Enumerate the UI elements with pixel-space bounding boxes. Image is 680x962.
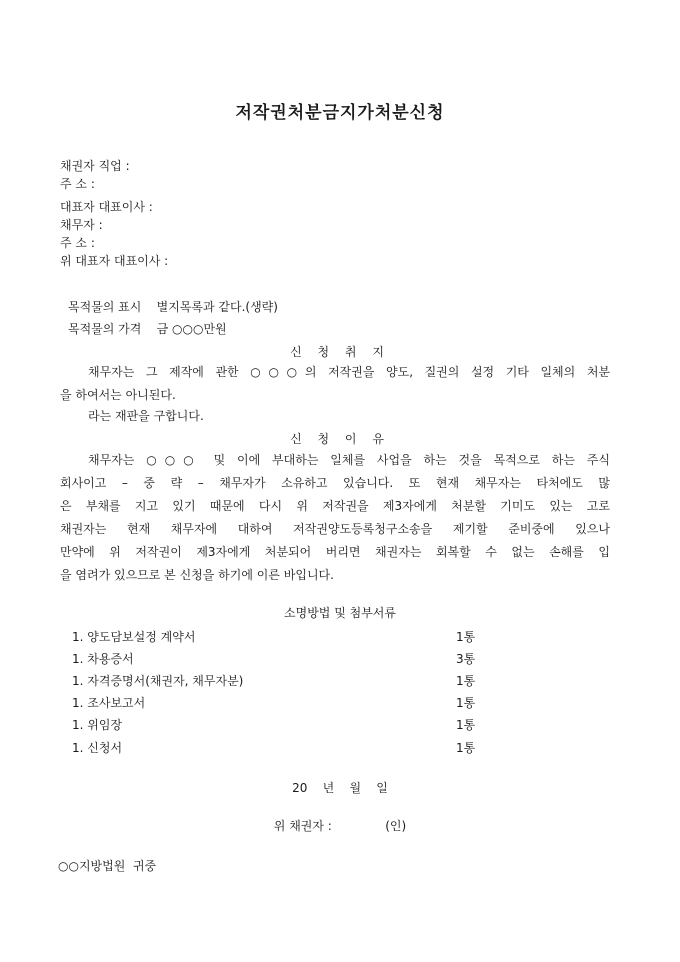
attachment-name: 1. 조사보고서: [72, 696, 146, 710]
reason-line: 은 부채를 지고 있기 때문에 다시 위 저작권을 제3자에게 처분할 기미도 있는 고로: [60, 499, 610, 513]
debtor: 채무자 :: [60, 218, 103, 232]
attachment-qty: 1통: [456, 696, 476, 710]
purpose-closing: 라는 재판을 구합니다.: [88, 409, 204, 423]
creditor-representative: 대표자 대표이사 :: [60, 200, 153, 214]
attachment-name: 1. 차용증서: [72, 652, 134, 666]
attachment-name: 1. 양도담보설정 계약서: [72, 630, 196, 644]
debtor-address: 주 소 :: [60, 236, 95, 250]
signature-line: 위 채권자 : (인): [273, 819, 407, 833]
attachment-name: 1. 자격증명서(채권자, 채무자분): [72, 674, 244, 688]
creditor-address: 주 소 :: [60, 177, 95, 191]
reason-line: 채무자는 ○○○ 및 이에 부대하는 일체를 사업을 하는 것을 목적으로 하는 주식: [88, 453, 610, 467]
purpose-heading: 신 청 취 지: [290, 345, 390, 359]
attachment-qty: 1통: [456, 674, 476, 688]
attachment-name: 1. 위임장: [72, 718, 123, 732]
object-price: 목적물의 가격 금 ○○○만원: [68, 322, 227, 336]
reason-line: 채권자는 현재 채무자에 대하여 저작권양도등록청구소송을 제기할 준비중에 있으나: [60, 522, 610, 536]
document-title: 저작권처분금지가처분신청: [235, 103, 445, 123]
object-display: 목적물의 표시 별지목록과 같다.(생략): [68, 300, 278, 314]
purpose-body: [60, 361, 610, 407]
attachment-name: 1. 신청서: [72, 741, 123, 755]
purpose-line: 채무자는 그 제작에 관한 ○○○의 저작권을 양도, 질권의 설정 기타 일체의 처분: [88, 365, 610, 379]
reason-body: [60, 449, 610, 587]
attachment-qty: 3통: [456, 652, 476, 666]
reason-line: 을 염려가 있으므로 본 신청을 하기에 이른 바입니다.: [60, 568, 334, 582]
debtor-representative: 위 대표자 대표이사 :: [60, 254, 169, 268]
attachments-heading: 소명방법 및 첨부서류: [284, 606, 396, 620]
reason-heading: 신 청 이 유: [290, 432, 390, 446]
court-addressee: ○○지방법원 귀중: [58, 859, 157, 873]
attachment-qty: 1통: [456, 718, 476, 732]
attachment-qty: 1통: [456, 741, 476, 755]
reason-line: 회사이고 – 중 략 – 채무자가 소유하고 있습니다. 또 현재 채무자는 타처에도 많: [60, 476, 610, 490]
purpose-line: 을 하여서는 아니된다.: [60, 388, 176, 402]
creditor-occupation: 채권자 직업 :: [60, 159, 130, 173]
reason-line: 만약에 위 저작권이 제3자에게 처분되어 버리면 채권자는 회복할 수 없는 손해를 입: [60, 545, 610, 559]
attachment-qty: 1통: [456, 630, 476, 644]
filing-date: 20 년 월 일: [292, 781, 388, 795]
